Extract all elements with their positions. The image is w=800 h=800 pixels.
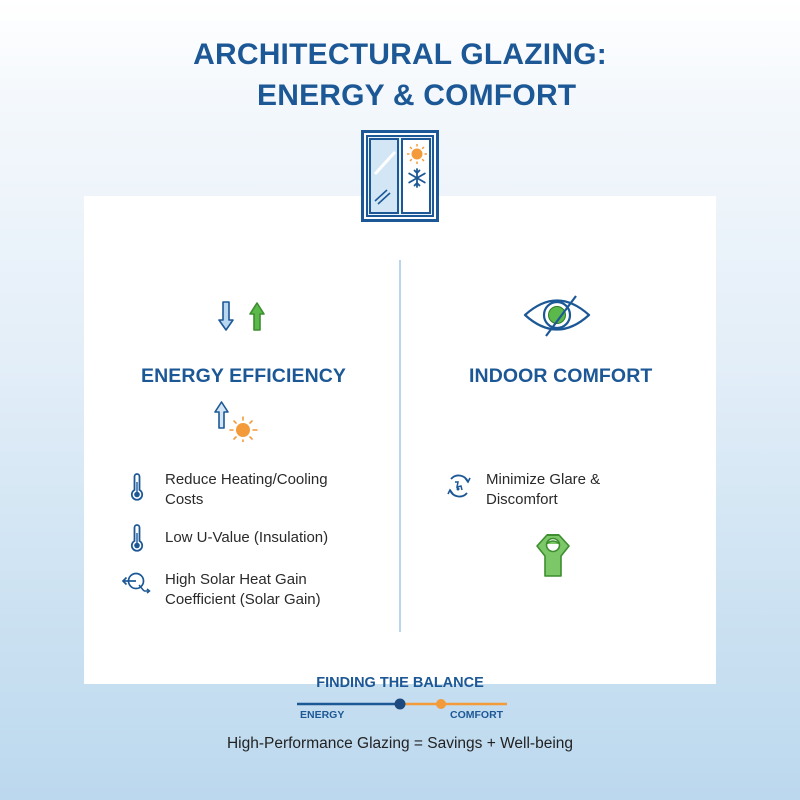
person-shielding-eyes-icon [533,532,573,578]
thermometer-icon [130,524,144,552]
thermometer-icon [130,473,144,501]
item-reduce-heating-cooling: Reduce Heating/Cooling Costs [165,471,328,508]
indoor-comfort-title: INDOOR COMFORT [469,365,653,387]
window-sun-snowflake-icon [361,130,439,222]
solar-gain-icon [121,570,153,596]
page-title-line-1: ARCHITECTURAL GLAZING: [193,38,607,71]
item-minimize-glare: Minimize Glare & Discomfort [486,471,601,508]
eye-slash-icon [522,292,592,338]
section-divider [399,260,401,632]
balance-comfort-label: COMFORT [450,709,504,721]
tagline: High-Performance Glazing = Savings + Well-being [226,735,574,752]
item-low-u-value: Low U-Value (Insulation) [165,529,329,546]
arrow-up-sun-icon [214,400,262,442]
item-high-shgc: High Solar Heat Gain Coefficient (Solar Gain) [165,571,321,608]
balance-title: FINDING THE BALANCE [316,675,484,691]
cycle-arrows-icon [446,473,472,499]
energy-efficiency-title: ENERGY EFFICIENCY [141,365,347,387]
page-title-line-2: ENERGY & COMFORT [257,79,577,112]
heat-flow-arrows-icon [218,300,268,332]
balance-energy-label: ENERGY [300,709,345,721]
